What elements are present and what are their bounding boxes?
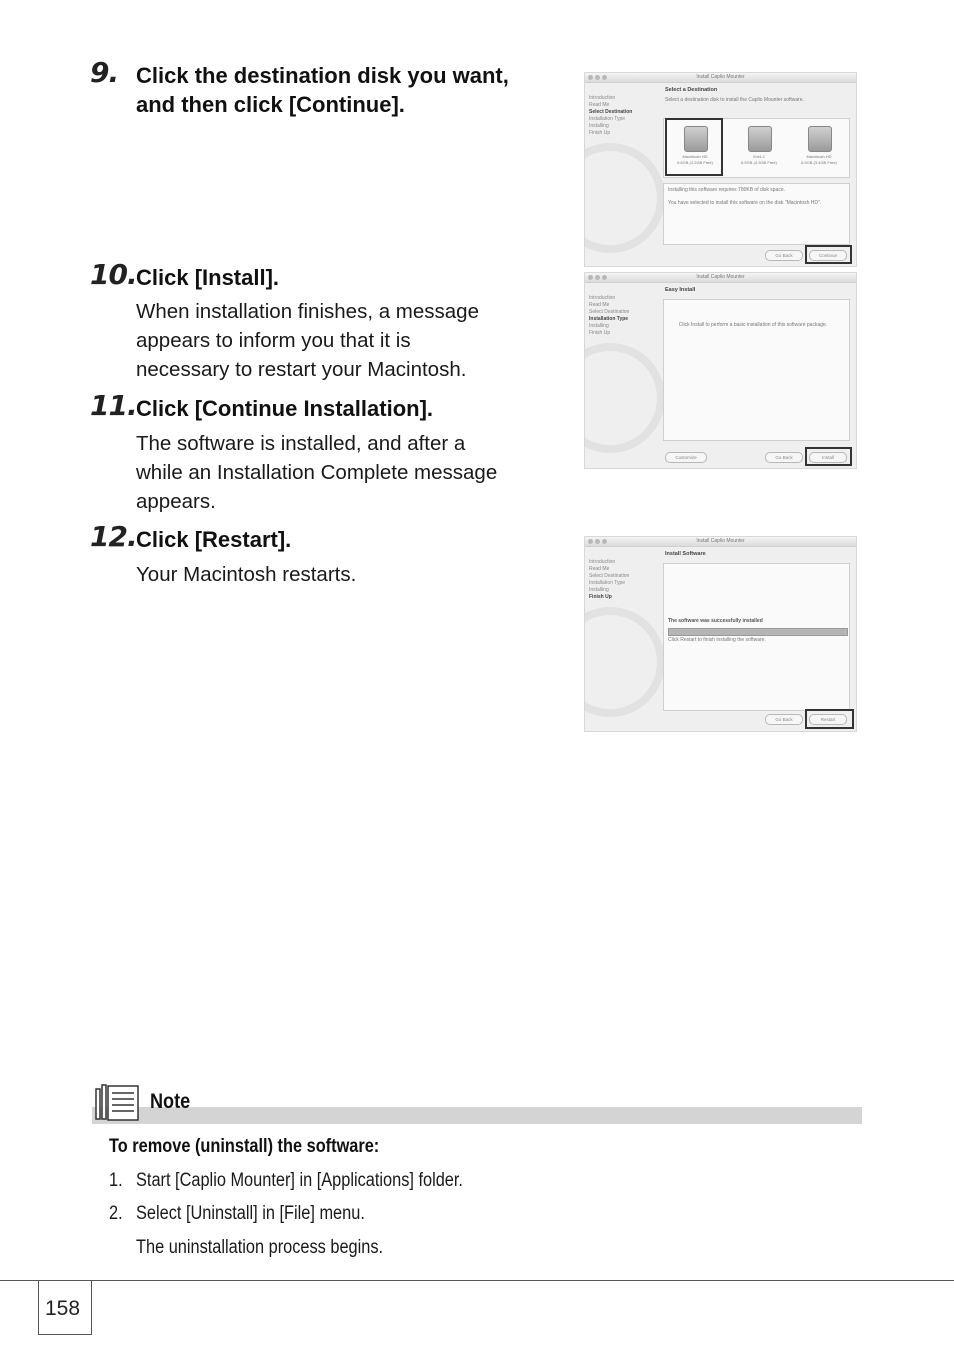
info-pane xyxy=(663,183,850,245)
sidebar-item: Select Destination xyxy=(589,309,630,315)
step-9-number: 9. xyxy=(90,56,119,89)
step-10-body-line: When installation finishes, a message xyxy=(136,300,479,323)
sidebar-item: Finish Up xyxy=(589,130,611,136)
note-item-number: 2. xyxy=(109,1203,123,1224)
space-required-text: Installing this software requires 780KB of disk space. xyxy=(668,187,786,193)
note-item-text: Select [Uninstall] in [File] menu. xyxy=(136,1203,365,1224)
go-back-button[interactable]: Go Back xyxy=(765,714,803,725)
step-10-body xyxy=(136,297,556,384)
sidebar-item: Read Me xyxy=(589,302,610,308)
section-heading: Select a Destination xyxy=(665,87,718,93)
installer-sidebar xyxy=(589,559,659,601)
content-pane xyxy=(663,563,850,711)
note-icon xyxy=(94,1083,142,1123)
content-pane xyxy=(663,299,850,441)
note-item-text: Start [Caplio Mounter] in [Applications] folder. xyxy=(136,1170,463,1191)
installer-disc-graphic xyxy=(584,143,665,253)
page-number: 158 xyxy=(45,1297,81,1320)
screenshot-install-complete xyxy=(584,536,857,732)
intro-text: Select a destination disk to install the Caplio Mounter software. xyxy=(665,97,804,103)
footer-rule xyxy=(0,1280,954,1281)
sidebar-item: Installation Type xyxy=(589,116,626,122)
disk-name: Macintosh HD xyxy=(682,154,708,159)
note-title: Note xyxy=(150,1090,191,1113)
note-item-number: 1. xyxy=(109,1170,123,1191)
step-9-heading-line1: Click the destination disk you want, xyxy=(136,63,509,88)
step-11-body-line: while an Installation Complete message xyxy=(136,461,498,484)
sidebar-item: Installation Type xyxy=(589,580,626,586)
sidebar-item: Installing xyxy=(589,323,609,329)
installer-sidebar xyxy=(589,295,659,337)
step-12-number: 12. xyxy=(90,520,137,553)
restart-button-highlight xyxy=(805,709,854,729)
selected-disk-highlight xyxy=(665,118,723,176)
sidebar-item: Introduction xyxy=(589,295,616,301)
install-button[interactable]: Install xyxy=(809,452,847,463)
selected-disk-text: You have selected to install this software on the disk "Macintosh HD". xyxy=(668,200,822,206)
window-titlebar xyxy=(585,73,856,83)
sidebar-item: Introduction xyxy=(589,95,616,101)
easy-install-text: Click Install to perform a basic installation of this software package. xyxy=(678,322,828,328)
section-heading: Install Software xyxy=(665,551,706,557)
step-10-body-line: necessary to restart your Macintosh. xyxy=(136,358,467,381)
disk-option-3[interactable] xyxy=(794,122,844,172)
sidebar-item: Select Destination xyxy=(589,109,633,115)
installer-sidebar xyxy=(589,95,659,137)
sidebar-item: Introduction xyxy=(589,559,616,565)
step-12-body-line: Your Macintosh restarts. xyxy=(136,563,357,586)
step-10-number: 10. xyxy=(90,258,137,291)
customize-button[interactable]: Customize xyxy=(665,452,707,463)
restart-instruction-text: Click Restart to finish installing the software. xyxy=(668,637,766,643)
step-12-body xyxy=(136,560,556,589)
note-header-bar xyxy=(92,1107,862,1124)
sidebar-item: Installation Type xyxy=(589,316,629,322)
sidebar-item: Installing xyxy=(589,587,609,593)
note-followup-text: The uninstallation process begins. xyxy=(136,1237,384,1258)
hard-disk-icon xyxy=(808,126,832,152)
step-11-body xyxy=(136,429,556,516)
step-11-body-line: The software is installed, and after a xyxy=(136,432,466,455)
disk-size: 9.6GB (4.2GB Free) xyxy=(677,160,713,165)
screenshot-select-destination xyxy=(584,72,857,267)
continue-button[interactable]: Continue xyxy=(809,250,847,261)
window-titlebar xyxy=(585,537,856,547)
disk-size: 6.9GB (3.4GB Free) xyxy=(801,160,837,165)
window-title: Install Caplio Mounter xyxy=(696,538,745,544)
step-9-heading xyxy=(136,61,576,119)
step-11-body-line: appears. xyxy=(136,490,216,513)
installer-disc-graphic xyxy=(584,343,665,453)
hard-disk-icon xyxy=(748,126,772,152)
disk-size: 6.9GB (4.3GB Free) xyxy=(741,160,777,165)
sidebar-item: Read Me xyxy=(589,566,610,572)
step-11-number: 11. xyxy=(90,389,137,422)
continue-button-highlight xyxy=(805,245,852,264)
disk-name: Ext4.2 xyxy=(753,154,765,159)
sidebar-item: Read Me xyxy=(589,102,610,108)
step-12-heading: Click [Restart]. xyxy=(136,527,292,552)
window-titlebar xyxy=(585,273,856,283)
step-10-body-line: appears to inform you that it is xyxy=(136,329,411,352)
sidebar-item: Select Destination xyxy=(589,573,630,579)
step-11-heading: Click [Continue Installation]. xyxy=(136,396,434,421)
go-back-button[interactable]: Go Back xyxy=(765,250,803,261)
sidebar-item: Finish Up xyxy=(589,330,611,336)
section-heading: Easy Install xyxy=(665,287,696,293)
window-title: Install Caplio Mounter xyxy=(696,74,745,80)
step-10-heading: Click [Install]. xyxy=(136,265,280,290)
step-9-heading-line2: and then click [Continue]. xyxy=(136,92,405,117)
window-title: Install Caplio Mounter xyxy=(696,274,745,280)
installer-disc-graphic xyxy=(584,607,665,717)
progress-bar xyxy=(668,628,848,636)
disk-option-2[interactable] xyxy=(734,122,784,172)
sidebar-item: Finish Up xyxy=(589,594,612,600)
restart-button[interactable]: Restart xyxy=(809,714,847,725)
sidebar-item: Installing xyxy=(589,123,609,129)
disk-name: Macintosh HD xyxy=(806,154,832,159)
screenshot-easy-install xyxy=(584,272,857,469)
go-back-button[interactable]: Go Back xyxy=(765,452,803,463)
success-text: The software was successfully installed xyxy=(668,618,763,624)
install-button-highlight xyxy=(805,447,852,466)
note-heading: To remove (uninstall) the software: xyxy=(109,1136,380,1157)
